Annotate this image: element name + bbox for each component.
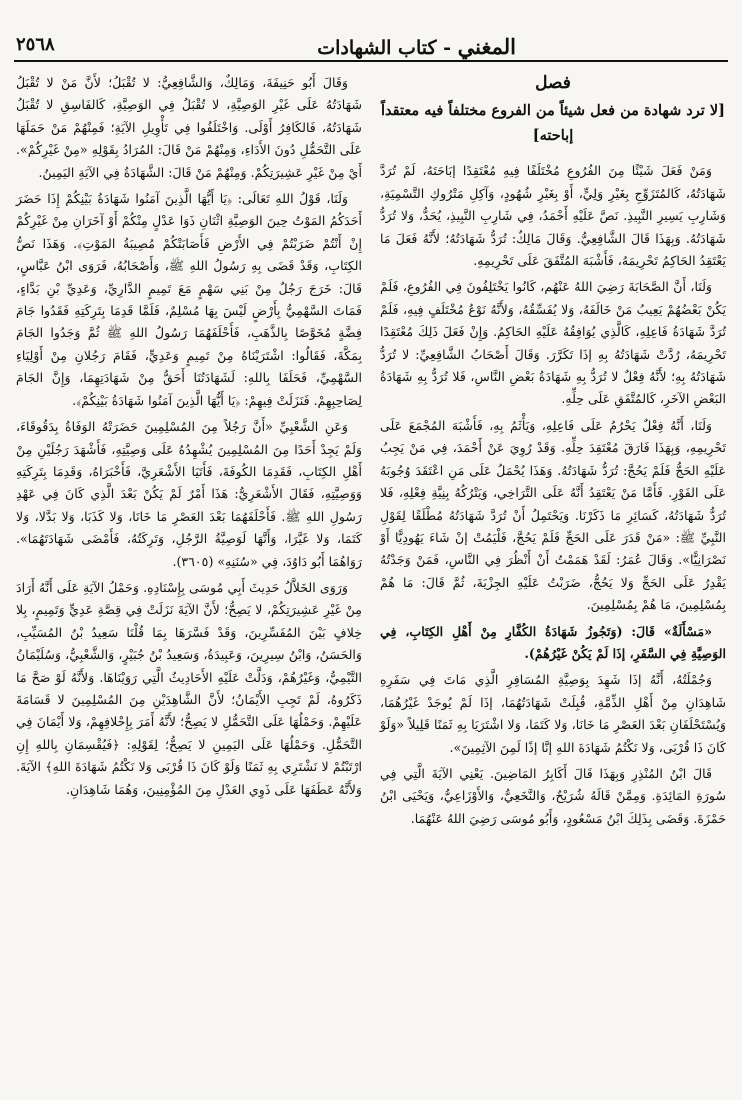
- paragraph: قَالَ ابْنُ المُنْذِرِ وَبِهَذَا قَالَ أَكَابِرُ المَاضِينَ. يَعْنِي الآيَةَ الَّتِي فِي سُورَةِ المَائِدَةِ. وَمِمَّنْ قَالَهُ شُرَيْحٌ، وَالنَّخَعِيُّ، وَالأَوْزَاعِيُّ، وَيَحْيَى ابْنُ حَمْزَةَ. وَقَضَى بِذَلِكَ ابْنُ مَسْعُودٍ، وَأَبُو مُوسَى رَضِيَ اللهُ عَنْهُمَا.: [380, 765, 726, 826]
- paragraph: وَعَنِ الشَّعْبِيِّ «أَنَّ رَجُلاً مِنَ المُسْلِمِينَ حَضَرَتْهُ الوَفَاةُ بِدَقُوقَاءَ، وَلَمْ يَجِدْ أَحَدًا مِنَ المُسْلِمِينَ يُشْهِدُهُ عَلَى وَصِيَّتِهِ، فَأَشْهَدَ رَجُلَيْنِ مِنْ أَهْلِ الكِتَابِ، فَقَدِمَا الكُوفَةَ، فَأَتَيَا الأَشْعَرِيَّ، فَأَخْبَرَاهُ، وَقَدِمَا بِتَرِكَتِهِ وَوَصِيَّتِهِ، فَقَالَ الأَشْعَرِيُّ: هَذَا أَمْرٌ لَمْ يَكُنْ بَعْدَ الَّذِي كَانَ فِي عَهْدِ رَسُولِ اللهِ ﷺ. فَأَحْلَفَهُمَا بَعْدَ العَصْرِ مَا خَانَا، وَلا كَذَبَا، وَلا بَدَّلا، وَلا كَتَمَا، وَلا غَيَّرَا، وَأَنَّهَا لَوَصِيَّةُ الرَّجُلِ، وَتَرِكَتُهُ، فَأَمْضَى شَهَادَتَهُمَا». رَوَاهُمَا أَبُو دَاوُدَ، فِي «سُنَنِهِ» (٣٦٠٥).: [16, 419, 362, 569]
- left-column: [16, 72, 362, 805]
- running-header: [16, 28, 726, 62]
- paragraph: وَلَنَا، أَنَّ الصَّحَابَةَ رَضِيَ اللهُ عَنْهُم، كَانُوا يَخْتَلِفُونَ فِي الفُرُوعِ، فَلَمْ يَكُنْ بَعْضُهُمْ يَعِيبُ مَنْ خَالَفَهُ، وَلا يُفَسِّقُهُ، وَلأَنَّهُ نَوْعُ مُخْتَلَفٍ فِيهِ، فَلَمْ تُرَدَّ شَهَادَةُ فَاعِلِهِ، كَالَّذِي يُوَافِقُهُ عَلَيْهِ الحَاكِمُ. وَإِنْ فَعَلَ ذَلِكَ مُعْتَقِدًا تَحْرِيمَهُ، رُدَّتْ شَهَادَتُهُ بِهِ إذَا تَكَرَّرَ. وَقَالَ أَصْحَابُ الشَّافِعِيِّ: لا تُرَدُّ شَهَادَتُهُ بِهِ؛ لأَنَّهُ فِعْلٌ لا تُرَدُّ بِهِ شَهَادَةُ بَعْضِ النَّاسِ، فَلا تُرَدُّ بِهِ شَهَادَةُ البَعْضِ الآخَرِ، كَالمُتَّفَقِ عَلَى حِلِّهِ.: [380, 279, 726, 407]
- header-separator: -: [436, 37, 458, 59]
- paragraph: وَلَنَا، قَوْلُ اللهِ تَعَالَى: ﴿يَا أَيُّهَا الَّذِينَ آمَنُوا شَهَادَةُ بَيْنِكُمْ إِذَا حَضَرَ أَحَدَكُمُ المَوْتُ حِينَ الوَصِيَّةِ اثْنَانِ ذَوَا عَدْلٍ مِنْكُمْ أَوْ آخَرَانِ مِنْ غَيْرِكُمْ إِنْ أَنْتُمْ ضَرَبْتُمْ فِي الأَرْضِ فَأَصَابَتْكُمْ مُصِيبَةُ المَوْتِ﴾. وَهَذَا نَصُّ الكِتَابِ، وَقَدْ قَضَى بِهِ رَسُولُ اللهِ ﷺ، وَأَصْحَابُهُ، فَرَوَى ابْنُ عَبَّاسٍ، قَالَ: خَرَجَ رَجُلٌ مِنْ بَنِي سَهْمٍ مَعَ تَمِيمٍ الدَّارِيِّ، وَعَدِيِّ بْنِ بَدَّاءٍ، فَمَاتَ السَّهْمِيُّ بِأَرْضٍ لَيْسَ بِهَا مُسْلِمٌ، فَلَمَّا قَدِمَا بِتَرِكَتِهِ فَقَدُوا جَامَ فِضَّةٍ مُخَوَّصًا بِالذَّهَبِ، فَأَحْلَفَهُمَا رَسُولُ اللهِ ﷺ ثُمَّ وَجَدُوا الجَامَ بِمَكَّةَ، فَقَالُوا: اشْتَرَيْنَاهُ مِنْ تَمِيمٍ وَعَدِيٍّ، فَقَامَ رَجُلانِ مِنْ أَوْلِيَاءِ السَّهْمِيِّ، فَحَلَفَا بِاللهِ: لَشَهَادَتُنَا أَحَقُّ مِنْ شَهَادَتِهِمَا، وَإِنَّ الجَامَ لِصَاحِبِهِمْ. فَنَزَلَتْ فِيهِمْ: ﴿يَا أَيُّهَا الَّذِينَ آمَنُوا شَهَادَةُ بَيْنِكُمْ﴾.: [16, 191, 362, 408]
- chapter-name: كتاب الشهادات: [317, 37, 437, 59]
- right-column: [380, 72, 726, 834]
- paragraph: وَرَوَى الخَلاَّلُ حَدِيثَ أَبِي مُوسَى بِإِسْنَادِهِ. وَحَمْلُ الآيَةِ عَلَى أَنَّهُ أَرَادَ مِنْ غَيْرِ عَشِيرَتِكُمْ، لا يَصِحُّ؛ لأَنَّ الآيَةَ نَزَلَتْ فِي قِصَّةِ عَدِيٍّ وَتَمِيمٍ، بِلا خِلافٍ بَيْنَ المُفَسِّرِينَ، وَقَدْ فَسَّرَهَا بِمَا قُلْنَا سَعِيدُ بْنُ المُسَيِّبِ، وَالحَسَنُ، وَابْنُ سِيرِينَ، وَعَبِيدَةُ، وَسَعِيدُ بْنُ جُبَيْرٍ، وَالشَّعْبِيُّ، وَسُلَيْمَانُ التَّيْمِيُّ، وَغَيْرُهُمْ، وَدَلَّتْ عَلَيْهِ الأَحَادِيثُ الَّتِي رَوَيْنَاهَا. وَلأَنَّهُ لَوْ صَحَّ مَا ذَكَرُوهُ، لَمْ تَجِبِ الأَيْمَانُ؛ لأَنَّ الشَّاهِدَيْنِ مِنَ المُسْلِمِينَ لا قَسَامَةَ عَلَيْهِمْ. وَحَمْلُهَا عَلَى التَّحَمُّلِ لا يَصِحُّ؛ لأَنَّهُ أَمَرَ بِإِحْلافِهِمْ، وَلا أَيْمَانَ فِي التَّحَمُّلِ. وَحَمْلُهَا عَلَى اليَمِينِ لا يَصِحُّ؛ لِقَوْلِهِ: ﴿فَيُقْسِمَانِ بِاللهِ إِنِ ارْتَبْتُمْ لا نَشْتَرِي بِهِ ثَمَنًا وَلَوْ كَانَ ذَا قُرْبَى وَلا نَكْتُمُ شَهَادَةَ اللهِ﴾ الآيَةَ. وَلأَنَّهُ عَطَفَهَا عَلَى ذَوِي العَدْلِ مِنَ المُؤْمِنِينَ، وَهُمَا شَاهِدَانِ.: [16, 579, 362, 797]
- section-subtitle: [لا ترد شهادة من فعل شيئاً من الفروع مختلفاً فيه معتقداً إباحته]: [381, 102, 725, 145]
- page-number: ٢٥٦٨: [16, 34, 55, 55]
- paragraph: وَجُمْلَتُهُ، أَنَّهُ إذَا شَهِدَ بِوَصِيَّةِ المُسَافِرِ الَّذِي مَاتَ فِي سَفَرِهِ شَاهِدَانِ مِنْ أَهْلِ الذِّمَّةِ، قُبِلَتْ شَهَادَتُهُمَا، إذَا لَمْ يُوجَدْ غَيْرُهُمَا، وَيُسْتَحْلَفَانِ بَعْدَ العَصْرِ مَا خَانَا، وَلا كَتَمَا، وَلا اشْتَرَيَا بِهِ ثَمَنًا قَلِيلاً «وَلَوْ كَانَ ذَا قُرْبَى، وَلا نَكْتُمُ شَهَادَةَ اللهِ إنَّا إذًا لَمِنَ الآثِمِينَ».: [380, 672, 726, 755]
- paragraph: وَقَالَ أَبُو حَنِيفَةَ، وَمَالِكٌ، وَالشَّافِعِيُّ: لا تُقْبَلُ؛ لأَنَّ مَنْ لا تُقْبَلُ شَهَادَتُهُ عَلَى غَيْرِ الوَصِيَّةِ، لا تُقْبَلُ فِي الوَصِيَّةِ، كَالفَاسِقِ لا تُقْبَلُ شَهَادَتُهُ، فَالكَافِرُ أَوْلَى. وَاخْتَلَفُوا فِي تَأْوِيلِ الآيَةِ؛ فَمِنْهُمْ مَنْ حَمَلَهَا عَلَى التَّحَمُّلِ دُونَ الأَدَاءِ، وَمِنْهُمْ مَنْ قَالَ: المُرَادُ بِقَوْلِهِ «مِنْ غَيْرِكُمْ». أَيْ مِنْ غَيْرِ عَشِيرَتِكُمْ. وَمِنْهُمْ مَنْ قَالَ: الشَّهَادَةُ فِي الآيَةِ اليَمِينُ.: [16, 75, 362, 180]
- book-name: المغني: [457, 34, 516, 59]
- paragraph: وَلَنَا، أَنَّهُ فِعْلٌ يَحْرُمُ عَلَى فَاعِلِهِ، وَيَأْثَمُ بِهِ، فَأَشْبَهَ المُجْمَعَ عَلَى تَحْرِيمِهِ، وَبِهَذَا فَارَقَ مُعْتَقِدَ حِلِّهِ. وَقَدْ رُوِيَ عَنْ أَحْمَدَ، فِي مَنْ يَجِبُ عَلَيْهِ الحَجُّ فَلَمْ يَحُجَّ: تُرَدُّ شَهَادَتُهُ. وَهَذَا يُحْمَلُ عَلَى مَنِ اعْتَقَدَ وُجُوبَهُ عَلَى الفَوْرِ. فَأَمَّا مَنْ يَعْتَقِدُ أَنَّهُ عَلَى التَّرَاخِي، وَيَتْرُكُهُ بِنِيَّةِ فِعْلِهِ، فَلا تُرَدُّ شَهَادَتُهُ، كَسَائِرِ مَا ذَكَرْنَا. وَيَحْتَمِلُ أَنْ تُرَدَّ شَهَادَتُهُ مُطْلَقًا لِقَوْلِ النَّبِيِّ ﷺ: «مَنْ قَدَرَ عَلَى الحَجِّ فَلَمْ يَحُجَّ، فَلْيَمُتْ إنْ شَاءَ يَهُودِيًّا أَوْ نَصْرَانِيًّا». وَقَالَ عُمَرُ: لَقَدْ هَمَمْتُ أَنْ أَنْظُرَ فِي النَّاسِ، فَمَنْ وَجَدْتُهُ يَقْدِرُ عَلَى الحَجِّ وَلا يَحُجُّ، ضَرَبْتُ عَلَيْهِ الجِزْيَةَ، ثُمَّ قَالَ: مَا هُمْ بِمُسْلِمِينَ، مَا هُمْ بِمُسْلِمِينَ.: [380, 417, 726, 613]
- section-title: فصل: [535, 73, 571, 93]
- masala-heading: «مَسْأَلَةٌ» قَالَ: (وَتَجُوزُ شَهَادَةُ الكُفَّارِ مِنْ أَهْلِ الكِتَابِ، فِي الوَصِيَّةِ فِي السَّفَرِ، إذَا لَمْ يَكُنْ غَيْرُهُمْ).: [380, 623, 726, 661]
- header-title: [317, 34, 516, 59]
- header-rule: [14, 60, 728, 62]
- paragraph: وَمَنْ فَعَلَ شَيْئًا مِنَ الفُرُوعِ مُخْتَلَفًا فِيهِ مُعْتَقِدًا إبَاحَتَهُ، لَمْ تُرَدَّ شَهَادَتُهُ، كَالمُتَزَوِّجِ بِغَيْرِ وَلِيٍّ، أَوْ بِغَيْرِ شُهُودٍ، وَآكِلِ مَتْرُوكِ التَّسْمِيَةِ، وَشَارِبِ يَسِيرِ النَّبِيذِ. نَصَّ عَلَيْهِ أَحْمَدُ، فِي شَارِبِ النَّبِيذِ، يُحَدُّ، وَلا تُرَدُّ شَهَادَتُهُ. وَبِهَذَا قَالَ الشَّافِعِيُّ. وَقَالَ مَالِكٌ: تُرَدُّ شَهَادَتُهُ؛ لأَنَّهُ فَعَلَ مَا يَعْتَقِدُ الحَاكِمُ تَحْرِيمَهُ، فَأَشْبَهَ المُتَّفَقَ عَلَى تَحْرِيمِهِ.: [380, 163, 726, 269]
